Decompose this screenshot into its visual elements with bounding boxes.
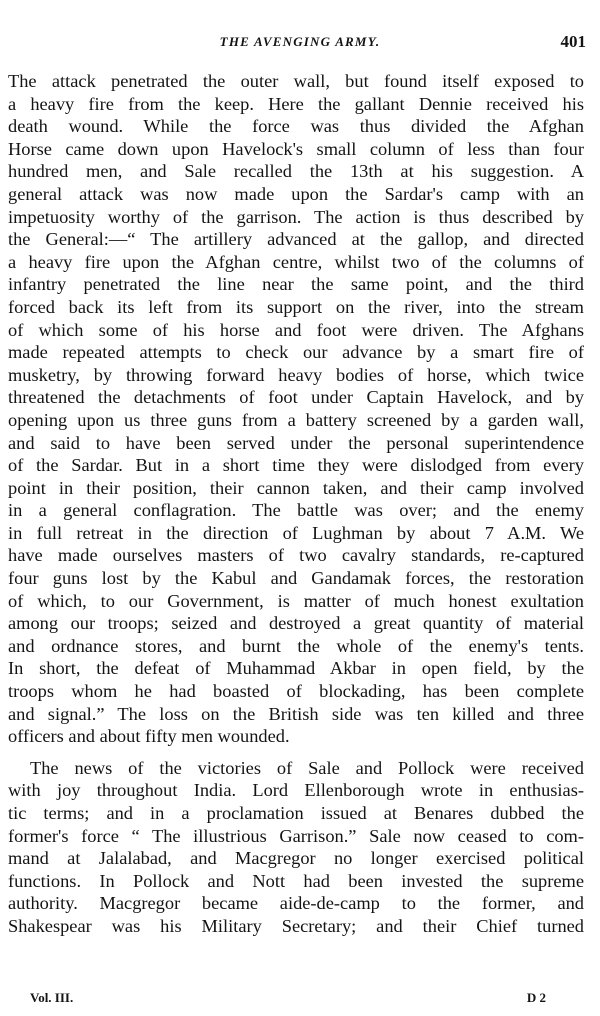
running-head: THE AVENGING ARMY. bbox=[219, 34, 381, 49]
text-line: in full retreat in the direction of Lughman by about 7 A.M. We bbox=[8, 522, 584, 543]
text-line: point in their position, their cannon taken, and their camp involved bbox=[8, 477, 584, 498]
text-line: authority. Macgregor became aide-de-camp to the former, and bbox=[8, 893, 584, 914]
text-line: Shakespear was his Military Secretary; and their Chief turned bbox=[8, 915, 584, 936]
text-line: and said to have been served under the personal superintendence bbox=[8, 432, 584, 453]
text-line: have made ourselves masters of two cavalry standards, re-captured bbox=[8, 545, 584, 566]
text-line: and signal.” The loss on the British side was ten killed and three bbox=[8, 703, 584, 724]
text-line: death wound. While the force was thus divided the Afghan bbox=[8, 116, 584, 137]
text-line: Horse came down upon Havelock's small column of less than four bbox=[8, 138, 584, 159]
printer-signature: D 2 bbox=[526, 990, 546, 1005]
text-line: of which, to our Government, is matter of much honest exultation bbox=[8, 590, 584, 611]
text-line: made repeated attempts to check our advance by a smart fire of bbox=[8, 342, 584, 363]
text-line: troops whom he had boasted of blockading, has been complete bbox=[8, 681, 584, 702]
text-line: a heavy fire upon the Afghan centre, whilst two of the columns of bbox=[8, 251, 584, 272]
text-line: In short, the defeat of Muhammad Akbar in open field, by the bbox=[8, 658, 584, 679]
text-line: of the Sardar. But in a short time they were dislodged from every bbox=[8, 455, 584, 476]
text-line: impetuosity worthy of the garrison. The action is thus described by bbox=[8, 206, 584, 227]
text-line: with joy throughout India. Lord Ellenborough wrote in enthusias- bbox=[8, 780, 584, 801]
text-line: a heavy fire from the keep. Here the gallant Dennie received his bbox=[8, 93, 584, 114]
text-line: general attack was now made upon the Sardar's camp with an bbox=[8, 183, 584, 204]
text-line: hundred men, and Sale recalled the 13th at his suggestion. A bbox=[8, 161, 584, 182]
page-footer bbox=[0, 990, 600, 1010]
text-line: opening upon us three guns from a battery screened by a garden wall, bbox=[8, 409, 584, 430]
body-text bbox=[8, 70, 584, 938]
text-line: the General:—“ The artillery advanced at the gallop, and directed bbox=[8, 229, 584, 250]
text-line: four guns lost by the Kabul and Gandamak forces, the restoration bbox=[8, 568, 584, 589]
text-line: The attack penetrated the outer wall, but found itself exposed to bbox=[8, 71, 584, 91]
text-line: in a general conflagration. The battle was over; and the enemy bbox=[8, 500, 584, 521]
text-line: threatened the detachments of foot under Captain Havelock, and by bbox=[8, 387, 584, 408]
volume-signature: Vol. III. bbox=[30, 990, 74, 1005]
text-line: among our troops; seized and destroyed a great quantity of material bbox=[8, 613, 584, 634]
text-line: tic terms; and in a proclamation issued at Benares dubbed the bbox=[8, 803, 584, 823]
paragraph bbox=[8, 70, 584, 748]
text-line: and ordnance stores, and burnt the whole of the enemy's tents. bbox=[8, 635, 584, 656]
text-line: infantry penetrated the line near the same point, and the third bbox=[8, 274, 584, 295]
text-line: functions. In Pollock and Nott had been invested the supreme bbox=[8, 870, 584, 891]
page-number: 401 bbox=[560, 32, 586, 51]
text-line: former's force “ The illustrious Garrison.” Sale now ceased to com- bbox=[8, 825, 584, 846]
paragraph bbox=[8, 757, 584, 938]
text-line: of which some of his horse and foot were driven. The Afghans bbox=[8, 319, 584, 340]
text-line: mand at Jalalabad, and Macgregor no longer exercised political bbox=[8, 848, 584, 869]
page-header bbox=[0, 34, 600, 58]
text-line: forced back its left from its support on the river, into the stream bbox=[8, 296, 584, 317]
text-line: officers and about fifty men wounded. bbox=[8, 726, 290, 747]
text-line: musketry, by throwing forward heavy bodies of horse, which twice bbox=[8, 364, 584, 385]
text-line: The news of the victories of Sale and Pollock were received bbox=[30, 757, 584, 778]
